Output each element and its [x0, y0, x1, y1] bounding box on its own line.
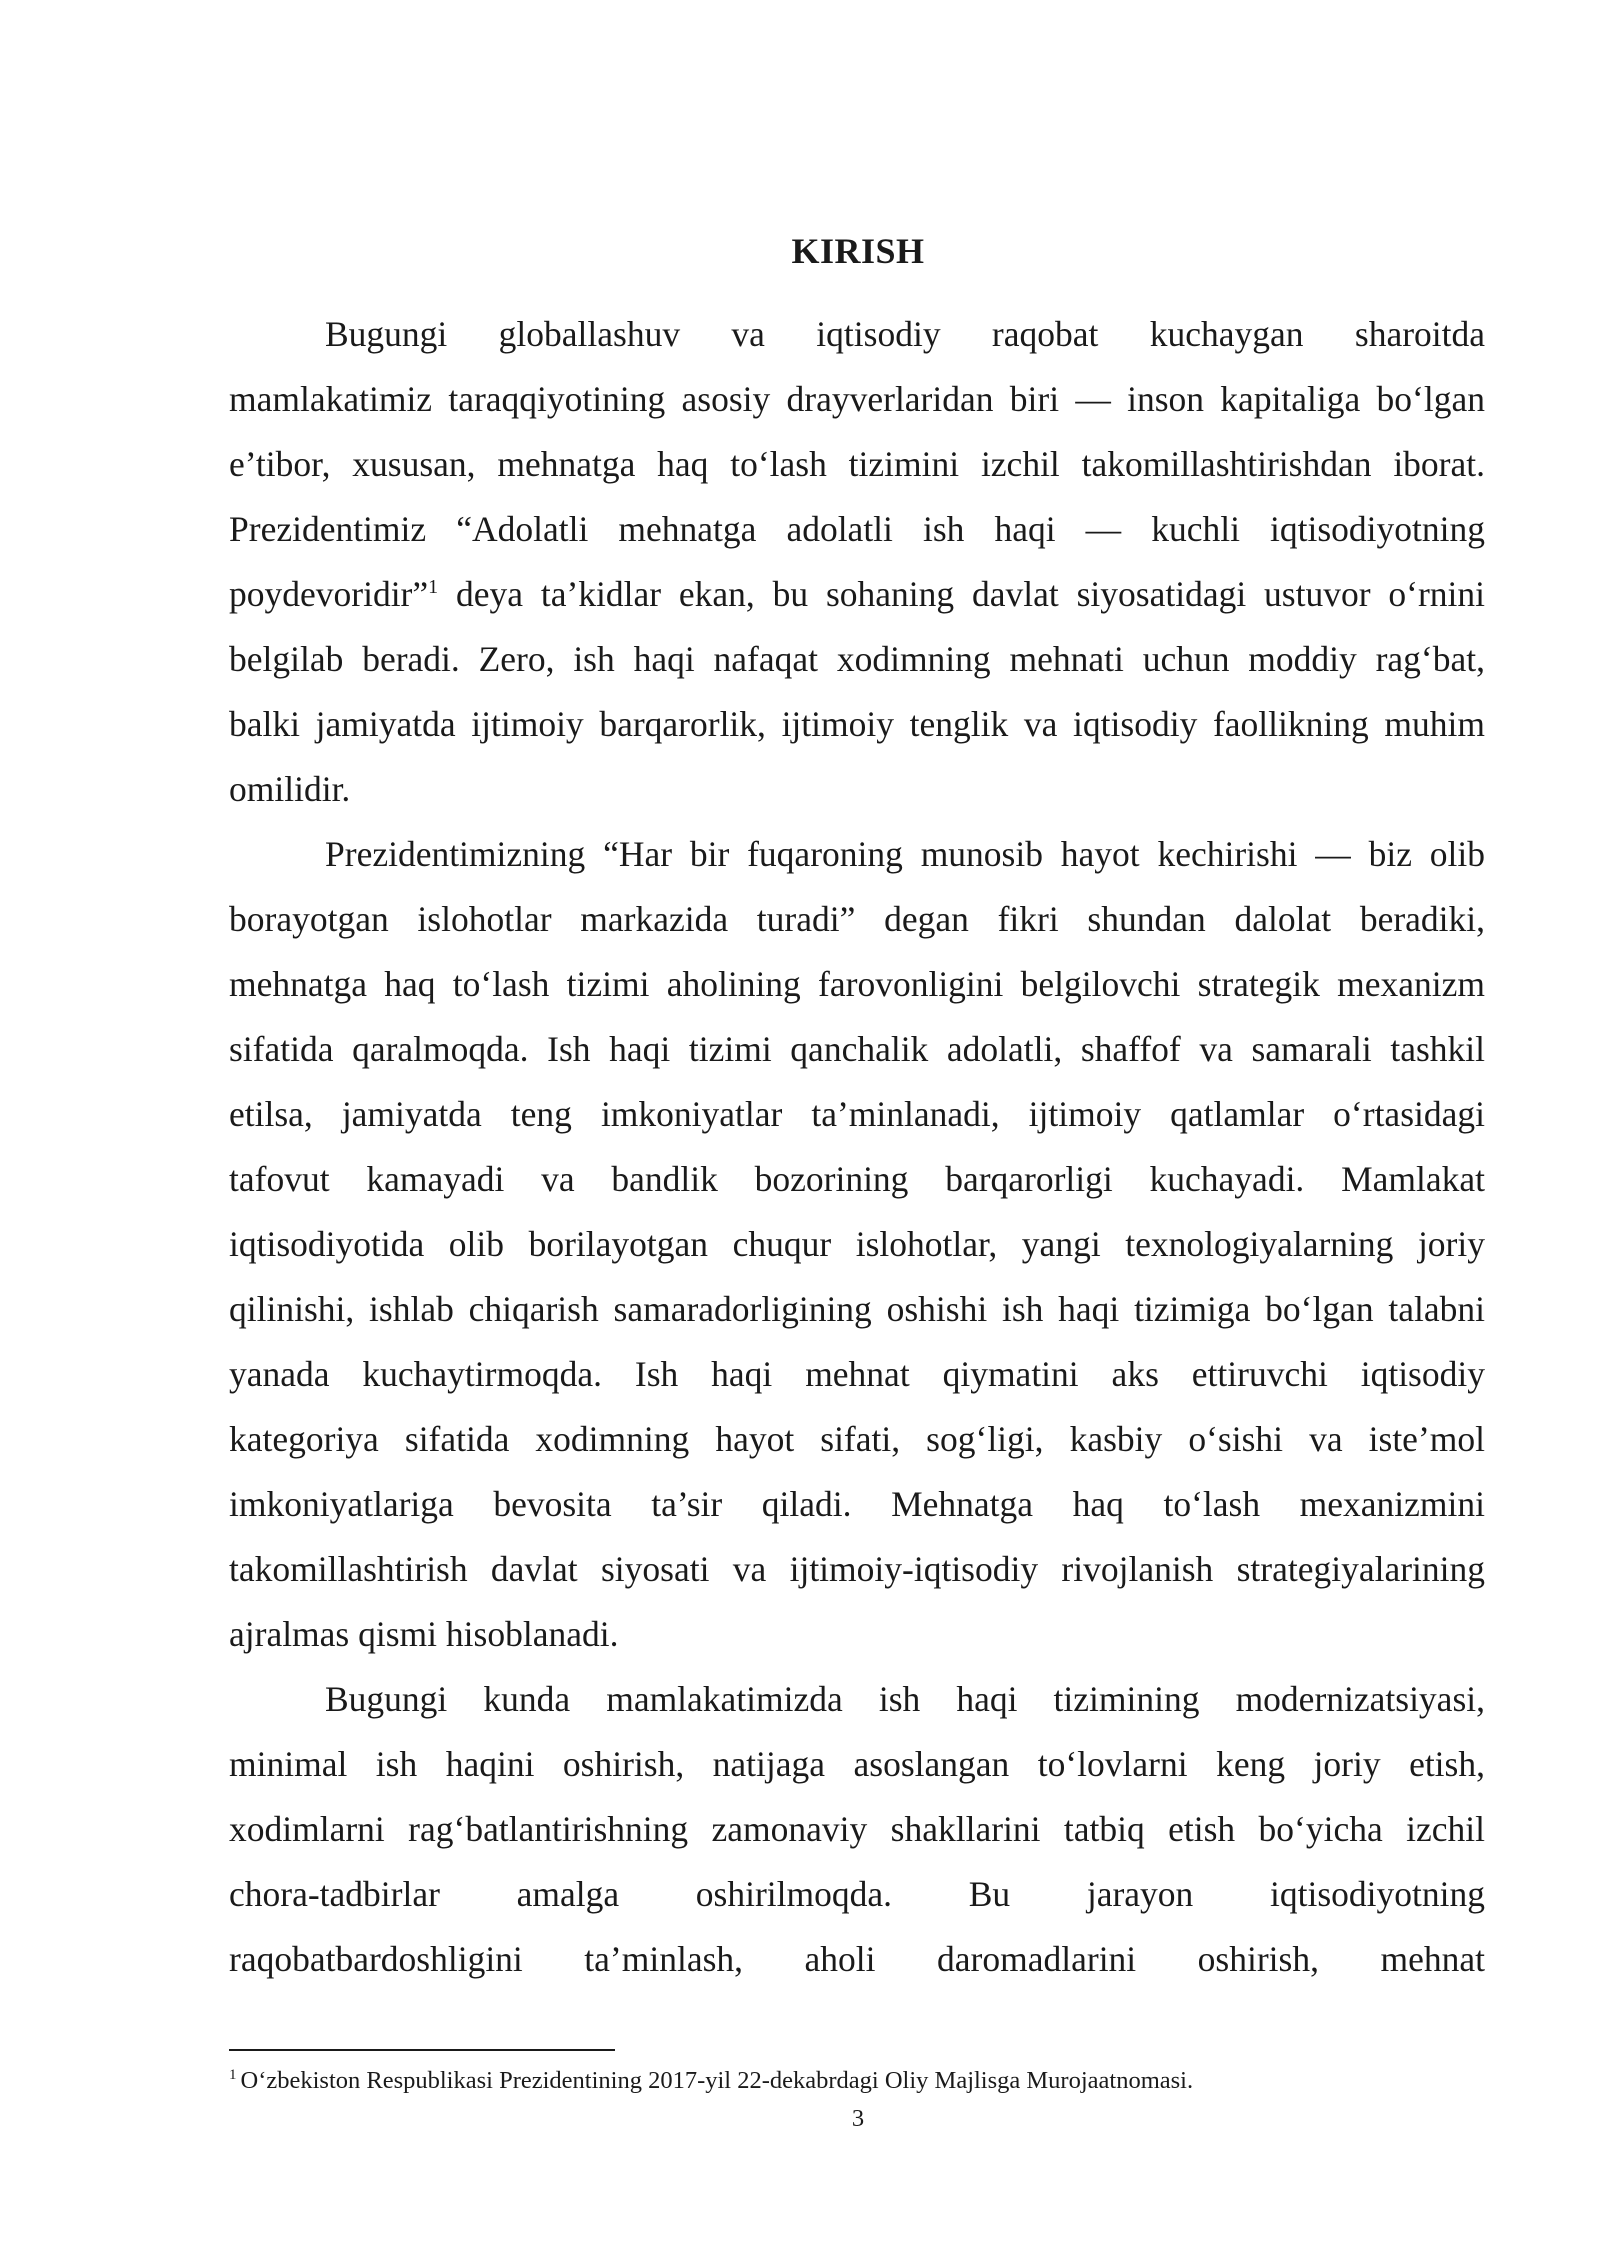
- paragraph-line: yanada kuchaytirmoqda. Ish haqi mehnat qiymatini aks ettiruvchi iqtisodiy: [229, 1354, 1485, 1394]
- paragraph-1: [229, 302, 1485, 822]
- paragraph-line: belgilab beradi. Zero, ish haqi nafaqat xodimning mehnati uchun moddiy rag‘bat,: [229, 639, 1485, 679]
- paragraph-line: raqobatbardoshligini ta’minlash, aholi daromadlarini oshirish, mehnat: [229, 1939, 1485, 1979]
- paragraph-line-with-footnote: [229, 562, 1485, 627]
- paragraph-line: tafovut kamayadi va bandlik bozorining barqarorligi kuchayadi. Mamlakat: [229, 1159, 1485, 1199]
- paragraph-line: imkoniyatlariga bevosita ta’sir qiladi. Mehnatga haq to‘lash mexanizmini: [229, 1484, 1485, 1524]
- paragraph-line: balki jamiyatda ijtimoiy barqarorlik, ijtimoiy tenglik va iqtisodiy faollikning muhim: [229, 704, 1485, 744]
- paragraph-line: Prezidentimiz “Adolatli mehnatga adolatli ish haqi — kuchli iqtisodiyotning: [229, 509, 1485, 549]
- paragraph-line: takomillashtirish davlat siyosati va ijtimoiy-iqtisodiy rivojlanish strategiyalarining: [229, 1549, 1485, 1589]
- paragraph-line: mehnatga haq to‘lash tizimi aholining farovonligini belgilovchi strategik mexanizm: [229, 964, 1485, 1004]
- body-text: [229, 302, 1485, 1992]
- paragraph-line: qilinishi, ishlab chiqarish samaradorligining oshishi ish haqi tizimiga bo‘lgan talabni: [229, 1289, 1485, 1329]
- paragraph-line: Bugungi globallashuv va iqtisodiy raqobat kuchaygan sharoitda: [325, 314, 1485, 354]
- paragraph-line: iqtisodiyotida olib borilayotgan chuqur islohotlar, yangi texnologiyalarning joriy: [229, 1224, 1485, 1264]
- paragraph-line: omilidir.: [229, 769, 351, 809]
- paragraph-3: [229, 1667, 1485, 1992]
- page-number: 3: [851, 2105, 865, 2132]
- paragraph-line: e’tibor, xususan, mehnatga haq to‘lash tizimini izchil takomillashtirishdan iborat.: [229, 444, 1485, 484]
- page-title: KIRISH: [791, 231, 925, 271]
- paragraph-line: ajralmas qismi hisoblanadi.: [229, 1614, 619, 1654]
- paragraph-line: minimal ish haqini oshirish, natijaga asoslangan to‘lovlarni keng joriy etish,: [229, 1744, 1485, 1784]
- footnote-text: O‘zbekiston Respublikasi Prezidentining 2017-yil 22-dekabrdagi Oliy Majlisga Murojaatnomasi.: [240, 2067, 1194, 2094]
- quote-end-text: poydevoridir”: [229, 574, 429, 614]
- paragraph-line: mamlakatimiz taraqqiyotining asosiy drayverlaridan biri — inson kapitaliga bo‘lgan: [229, 379, 1485, 419]
- paragraph-line: sifatida qaralmoqda. Ish haqi tizimi qanchalik adolatli, shaffof va samarali tashkil: [229, 1029, 1485, 1069]
- paragraph-2: [229, 822, 1485, 1667]
- paragraph-line: Bugungi kunda mamlakatimizda ish haqi tizimining modernizatsiyasi,: [325, 1679, 1485, 1719]
- footnote-separator: [229, 2049, 615, 2051]
- footnote: [229, 2066, 1193, 2096]
- paragraph-line: etilsa, jamiyatda teng imkoniyatlar ta’minlanadi, ijtimoiy qatlamlar o‘rtasidagi: [229, 1094, 1485, 1134]
- paragraph-line: borayotgan islohotlar markazida turadi” degan fikri shundan dalolat beradiki,: [229, 899, 1485, 939]
- paragraph-line: Prezidentimizning “Har bir fuqaroning munosib hayot kechirishi — biz olib: [325, 834, 1485, 874]
- footnote-reference[interactable]: 1: [428, 576, 439, 599]
- footnote-mark: 1: [229, 2066, 237, 2083]
- quote-continuation-text: deya ta’kidlar ekan, bu sohaning davlat siyosatidagi ustuvor o‘rnini: [438, 574, 1485, 614]
- paragraph-line: kategoriya sifatida xodimning hayot sifati, sog‘ligi, kasbiy o‘sishi va iste’mol: [229, 1419, 1485, 1459]
- paragraph-line: xodimlarni rag‘batlantirishning zamonaviy shakllarini tatbiq etish bo‘yicha izchil: [229, 1809, 1485, 1849]
- paragraph-line: chora-tadbirlar amalga oshirilmoqda. Bu jarayon iqtisodiyotning: [229, 1874, 1485, 1914]
